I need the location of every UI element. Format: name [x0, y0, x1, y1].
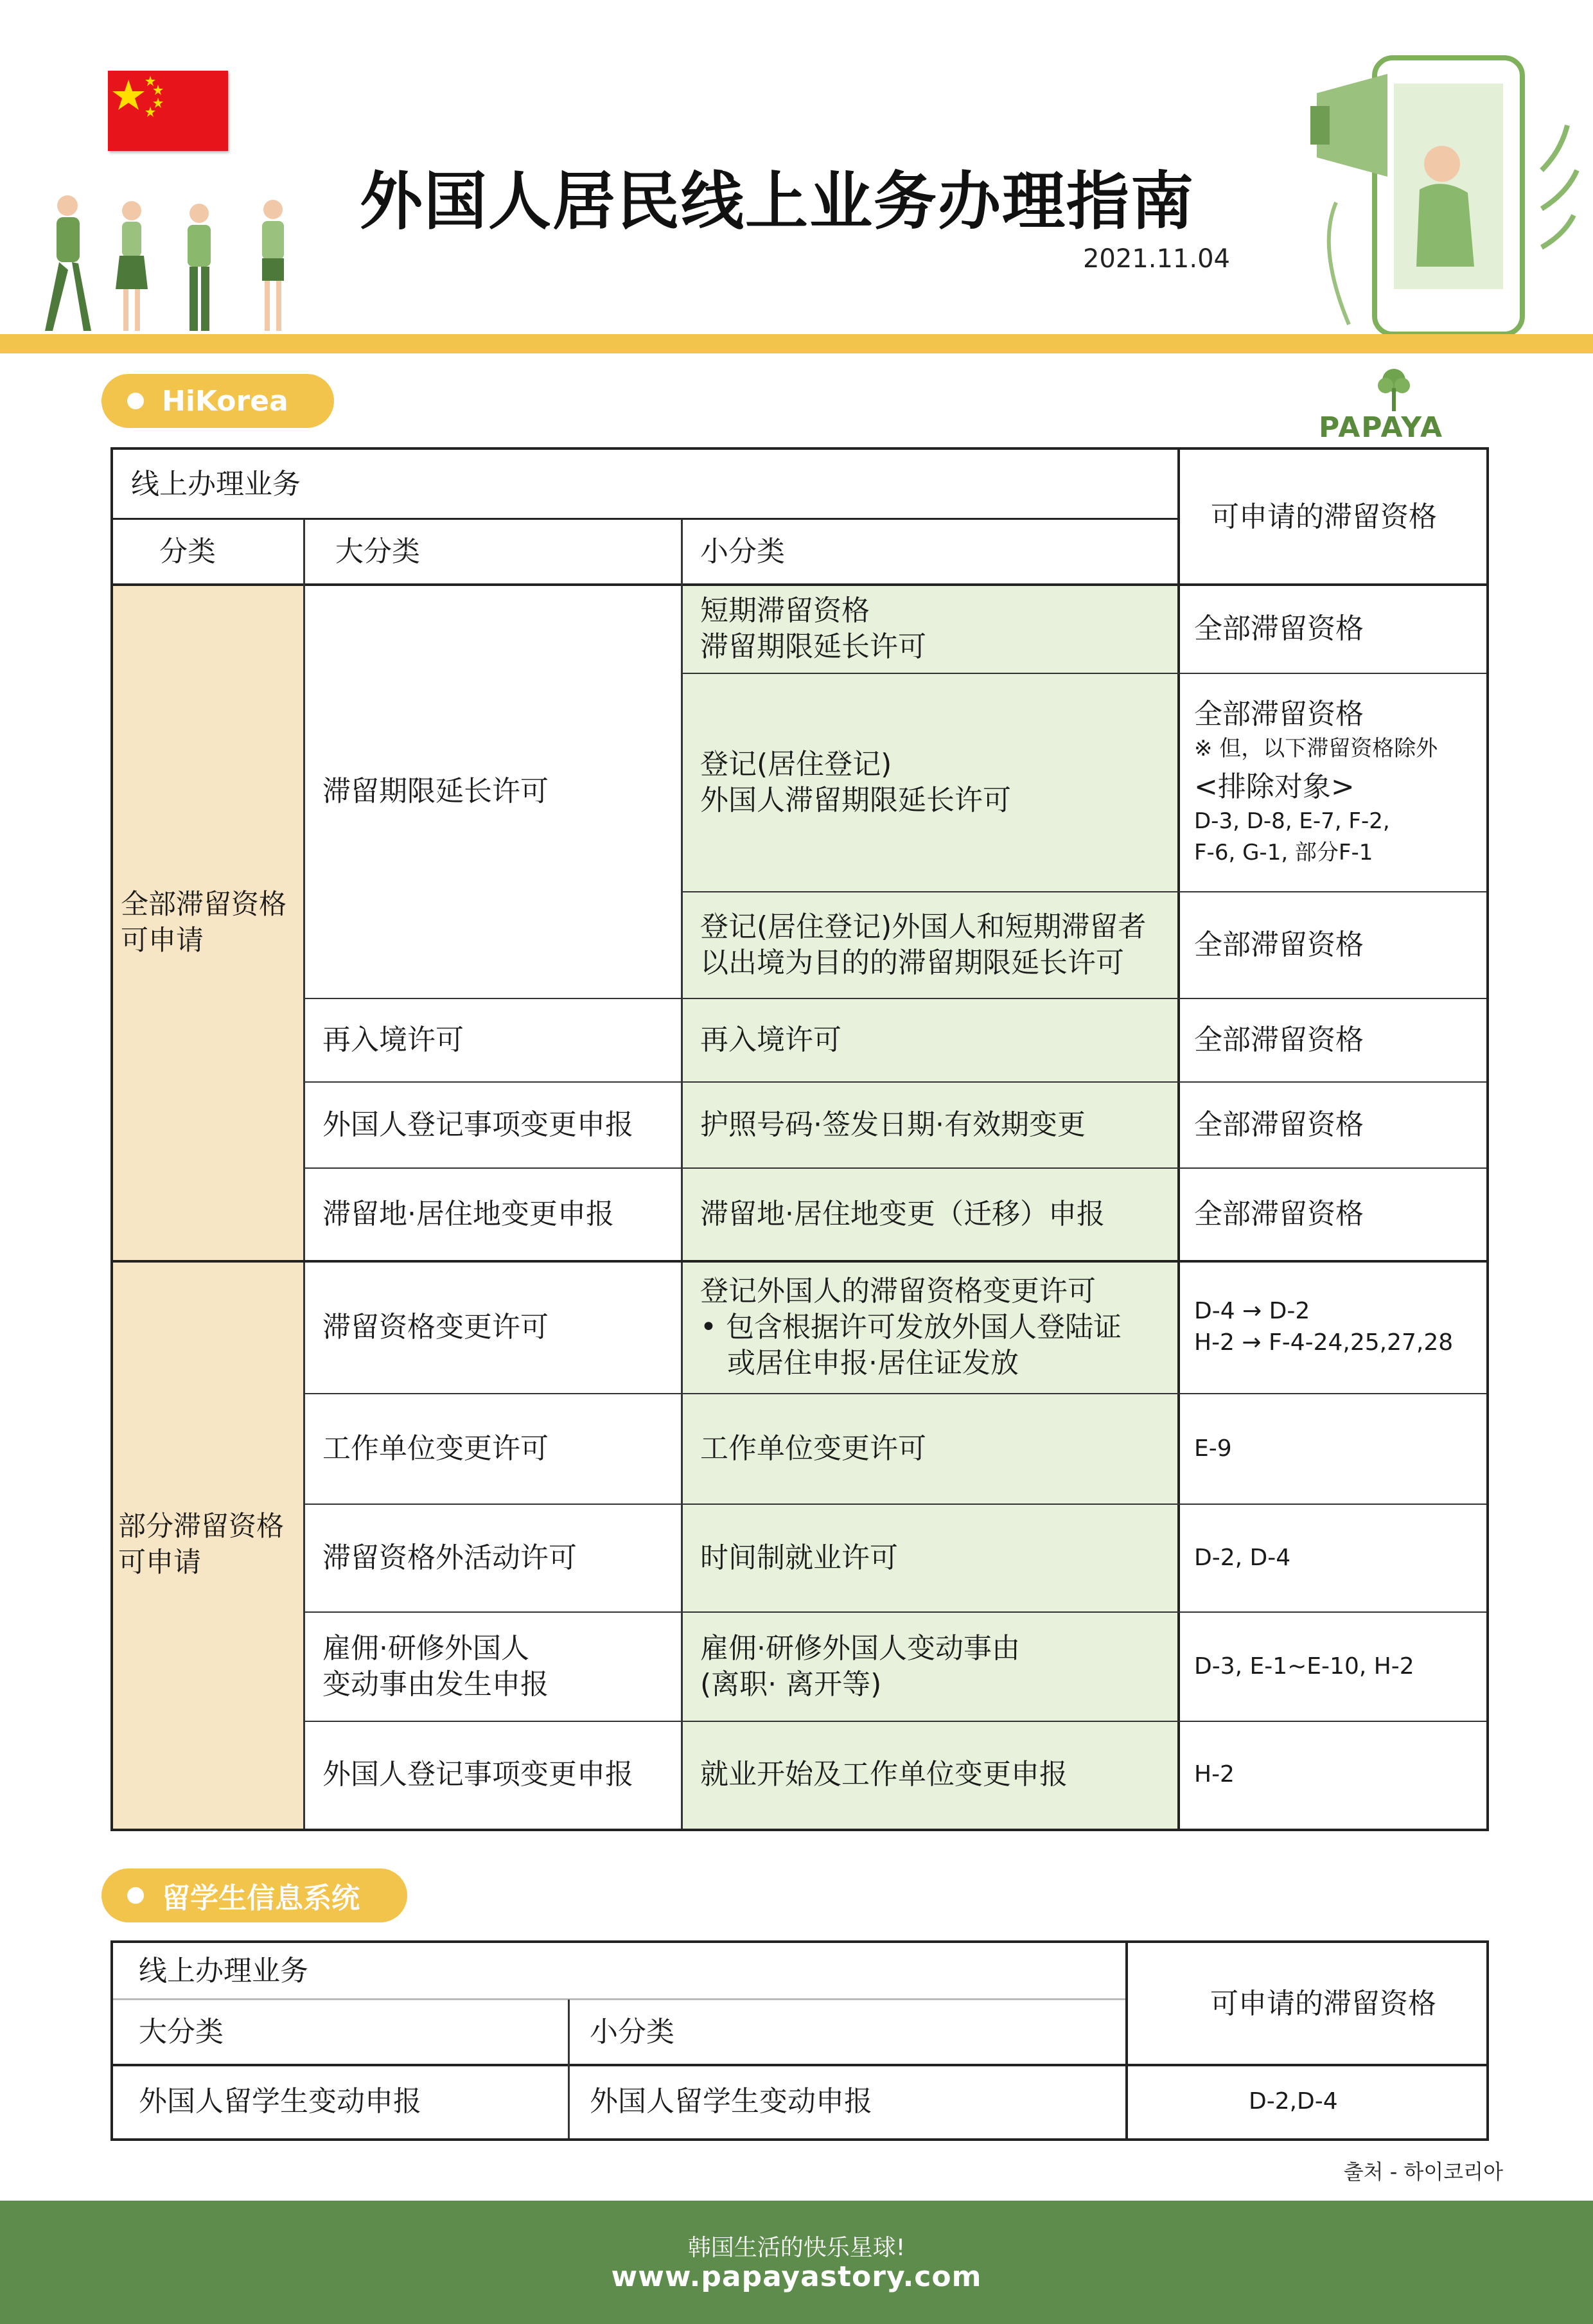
grid-line	[113, 583, 1486, 586]
major-student-change-report: 外国人留学生变动申报	[113, 2065, 569, 2138]
header-minor-category: 小分类	[682, 519, 1179, 585]
minor-status-change-bullet: • 包含根据许可发放外国人登陆证 或居住申报·居住证发放	[700, 1310, 1122, 1380]
bullet-dot-icon	[127, 393, 144, 409]
status-row-7: D-4 → D-2 H-2 → F-4-24,25,27,28	[1179, 1261, 1486, 1394]
grid-line	[682, 673, 1486, 674]
status-row-2-exclusion-list: D-3, D-8, E-7, F-2, F-6, G-1, 部分F-1	[1194, 808, 1390, 866]
header-eligible-status-2: 可申请的滞留资格	[1127, 1943, 1486, 2065]
major-extra-activity: 滞留资格外活动许可	[304, 1504, 682, 1612]
china-flag	[108, 71, 228, 151]
grid-line	[113, 518, 1179, 520]
bullet-dot-icon	[127, 1887, 144, 1904]
publish-date: 2021.11.04	[1082, 244, 1230, 274]
grid-line	[304, 998, 1486, 999]
minor-employment-change: 雇佣·研修外国人变动事由 (离职· 离开等)	[682, 1612, 1179, 1721]
status-row-2-note: ※ 但，以下滞留资格除外	[1194, 735, 1438, 761]
header-online-services-2: 线上办理业务	[113, 1943, 1127, 2000]
status-row-2-exclusion-title: <排除对象>	[1194, 770, 1355, 804]
header-divider	[0, 334, 1593, 353]
minor-passport-change: 护照号码·签发日期·有效期变更	[682, 1082, 1179, 1168]
grid-line	[303, 519, 305, 1829]
source-note: 출처 - 하이코리아	[1343, 2160, 1503, 2184]
hikorea-section-label: HiKorea	[162, 384, 288, 418]
status-row-1: 全部滞留资格	[1179, 585, 1486, 673]
grid-line	[304, 1393, 1486, 1394]
major-registration-change: 外国人登记事项变更申报	[304, 1082, 682, 1168]
student-system-table	[110, 1940, 1489, 2141]
papaya-tree-icon	[1371, 366, 1416, 411]
status-row-2-main: 全部滞留资格	[1194, 697, 1364, 731]
major-status-change: 滞留资格变更许可	[304, 1261, 682, 1394]
grid-line	[113, 1260, 1486, 1263]
minor-status-change	[682, 1261, 1179, 1394]
header-eligible-status: 可申请的滞留资格	[1179, 450, 1486, 585]
grid-line	[1177, 450, 1180, 1829]
minor-short-term-extension: 短期滞留资格 滞留期限延长许可	[682, 585, 1179, 673]
header-category: 分类	[113, 519, 304, 585]
grid-line	[304, 1081, 1486, 1083]
status-row-10: D-3, E-1~E-10, H-2	[1179, 1612, 1486, 1721]
status-row-11: H-2	[1179, 1721, 1486, 1829]
grid-line	[304, 1167, 1486, 1169]
status-row-9: D-2, D-4	[1179, 1504, 1486, 1612]
flag-stars-icon	[108, 71, 228, 151]
major-reentry-permit: 再入境许可	[304, 998, 682, 1082]
brand-name: PAPAYA	[1318, 411, 1443, 444]
grid-line	[304, 1611, 1486, 1613]
major-employment-change-report: 雇佣·研修外国人 变动事由发生申报	[304, 1612, 682, 1721]
student-system-section-label: 留学生信息系统	[162, 1882, 360, 1915]
grid-line	[568, 2000, 570, 2138]
status-row-6: 全部滞留资格	[1179, 1168, 1486, 1261]
grid-line	[304, 1721, 1486, 1722]
status-row-4: 全部滞留资格	[1179, 998, 1486, 1082]
header-major-category-2: 大分类	[113, 2000, 569, 2065]
hikorea-services-table	[110, 447, 1489, 1831]
minor-student-change-report: 外国人留学生变动申报	[569, 2065, 1127, 2138]
category-partial-status: 部分滞留资格 可申请	[113, 1261, 304, 1829]
minor-registered-extension: 登记(居住登记) 外国人滞留期限延长许可	[682, 673, 1179, 892]
minor-part-time-work: 时间制就业许可	[682, 1504, 1179, 1612]
header-major-category: 大分类	[304, 519, 682, 585]
grid-line	[681, 519, 683, 1829]
footer-url-link[interactable]: www.papayastory.com	[611, 2260, 982, 2293]
status-row-5: 全部滞留资格	[1179, 1082, 1486, 1168]
minor-workplace-change: 工作单位变更许可	[682, 1394, 1179, 1504]
people-illustration	[19, 186, 321, 337]
papaya-story-logo	[1272, 366, 1490, 443]
minor-employment-start: 就业开始及工作单位变更申报	[682, 1721, 1179, 1829]
major-workplace-change: 工作单位变更许可	[304, 1394, 682, 1504]
megaphone-phone-illustration	[1310, 55, 1587, 337]
grid-line	[682, 891, 1486, 892]
page-title: 外国人居民线上业务办理指南	[360, 165, 1195, 238]
minor-departure-extension: 登记(居住登记)外国人和短期滞留者 以出境为目的的滞留期限延长许可	[682, 892, 1179, 998]
header-online-services: 线上办理业务	[113, 450, 1179, 519]
footer-slogan: 韩国生活的快乐星球!	[687, 2235, 906, 2261]
grid-line	[304, 1504, 1486, 1505]
minor-status-change-main: 登记外国人的滞留资格变更许可	[700, 1274, 1096, 1308]
status-row-2	[1179, 673, 1486, 892]
header-minor-category-2: 小分类	[569, 2000, 1127, 2065]
major-stay-extension: 滞留期限延长许可	[304, 585, 682, 998]
status-student: D-2,D-4	[1127, 2065, 1486, 2138]
hikorea-section-pill	[101, 374, 334, 428]
status-row-3: 全部滞留资格	[1179, 892, 1486, 998]
major-registration-change-2: 外国人登记事项变更申报	[304, 1721, 682, 1829]
student-system-section-pill	[101, 1868, 407, 1922]
minor-address-change: 滞留地·居住地变更（迁移）申报	[682, 1168, 1179, 1261]
status-row-8: E-9	[1179, 1394, 1486, 1504]
grid-line	[113, 2064, 1486, 2066]
minor-reentry-permit: 再入境许可	[682, 998, 1179, 1082]
category-all-status: 全部滞留资格 可申请	[113, 585, 304, 1261]
major-address-change: 滞留地·居住地变更申报	[304, 1168, 682, 1261]
grid-line	[1125, 1943, 1128, 2138]
grid-line	[113, 1998, 1127, 2000]
